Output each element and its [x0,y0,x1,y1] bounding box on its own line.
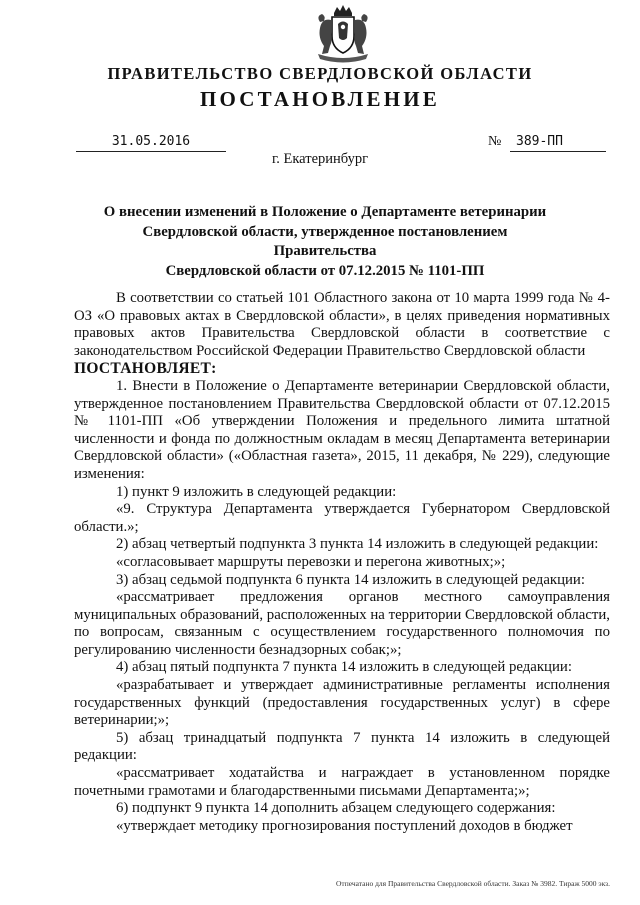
document-number: 389-ПП [516,134,563,149]
subject-line: Свердловской области от 07.12.2015 № 1101-ПП [165,262,485,279]
document-body [74,290,610,835]
body-paragraph: «рассматривает предложения органов местного самоуправления муниципальных образований, расположенных на территории Свердловской области, по вопросам, связанным с осуществлением государственного полномочия по регулированию численности безнадзорных собак;»; [74,589,610,658]
body-paragraph: 5) абзац тринадцатый подпункта 7 пункта 14 изложить в следующей редакции: [74,729,610,764]
body-paragraph: «утверждает методику прогнозирования поступлений доходов в бюджет [116,817,573,834]
body-paragraph: 2) абзац четвертый подпункта 3 пункта 14 изложить в следующей редакции: [116,536,599,553]
body-paragraph: «разрабатывает и утверждает административные регламенты исполнения государственных функций (предоставления государственных услуг) в сфере ветеринарии;»; [74,677,610,729]
government-name: ПРАВИТЕЛЬСТВО СВЕРДЛОВСКОЙ ОБЛАСТИ [107,64,533,83]
body-paragraph: «рассматривает ходатайства и награждает в установленном порядке почетными грамотами и благодарственными письмами Департамента;»; [74,765,610,799]
document-subject [95,203,555,281]
coat-of-arms-emblem [300,4,386,64]
body-paragraph: «9. Структура Департамента утверждается Губернатором Свердловской области.»; [74,501,610,535]
body-paragraph: 6) подпункт 9 пункта 14 дополнить абзацем следующего содержания: [116,800,556,817]
resolves-heading: ПОСТАНОВЛЯЕТ: [74,360,217,378]
body-paragraph: 3) абзац седьмой подпункта 6 пункта 14 изложить в следующей редакции: [116,571,585,588]
number-sign: № [488,134,502,149]
document-city: г. Екатеринбург [271,151,369,167]
body-paragraph: 1) пункт 9 изложить в следующей редакции: [116,483,397,500]
document-date: 31.05.2016 [111,134,191,149]
body-paragraph: «согласовывает маршруты перевозки и перегона животных;»; [116,553,506,570]
body-paragraph: 4) абзац пятый подпункта 7 пункта 14 изложить в следующей редакции: [116,659,572,676]
preamble-paragraph: В соответствии со статьей 101 Областного закона от 10 марта 1999 года № 4-ОЗ «О правовых актах в Свердловской области», в целях приведения нормативных правовых актов Правительства Свердловской области в соответствие с законодательством Российской Федерации Правительство Свердловской области [74,290,610,359]
body-paragraph: 1. Внести в Положение о Департаменте ветеринарии Свердловской области, утвержденное постановлением Правительства Свердловской области от 07.12.2015 № 1101-ПП «Об утверждении Положения и предельного лимита штатной численности и фонда по должностным окладам в месяц Департамента ветеринарии Свердловской области» («Областная газета», 2015, 11 декабря, № 229), следующие изменения: [74,377,610,482]
subject-line: Свердловской области, утвержденное постановлением Правительства [142,223,508,259]
document-type-heading: ПОСТАНОВЛЕНИЕ [199,87,441,111]
print-note: Отпечатано для Правительства Свердловской области. Заказ № 3982. Тираж 5000 экз. [336,879,610,888]
subject-line: О внесении изменений в Положение о Департаменте ветеринарии [103,204,547,220]
